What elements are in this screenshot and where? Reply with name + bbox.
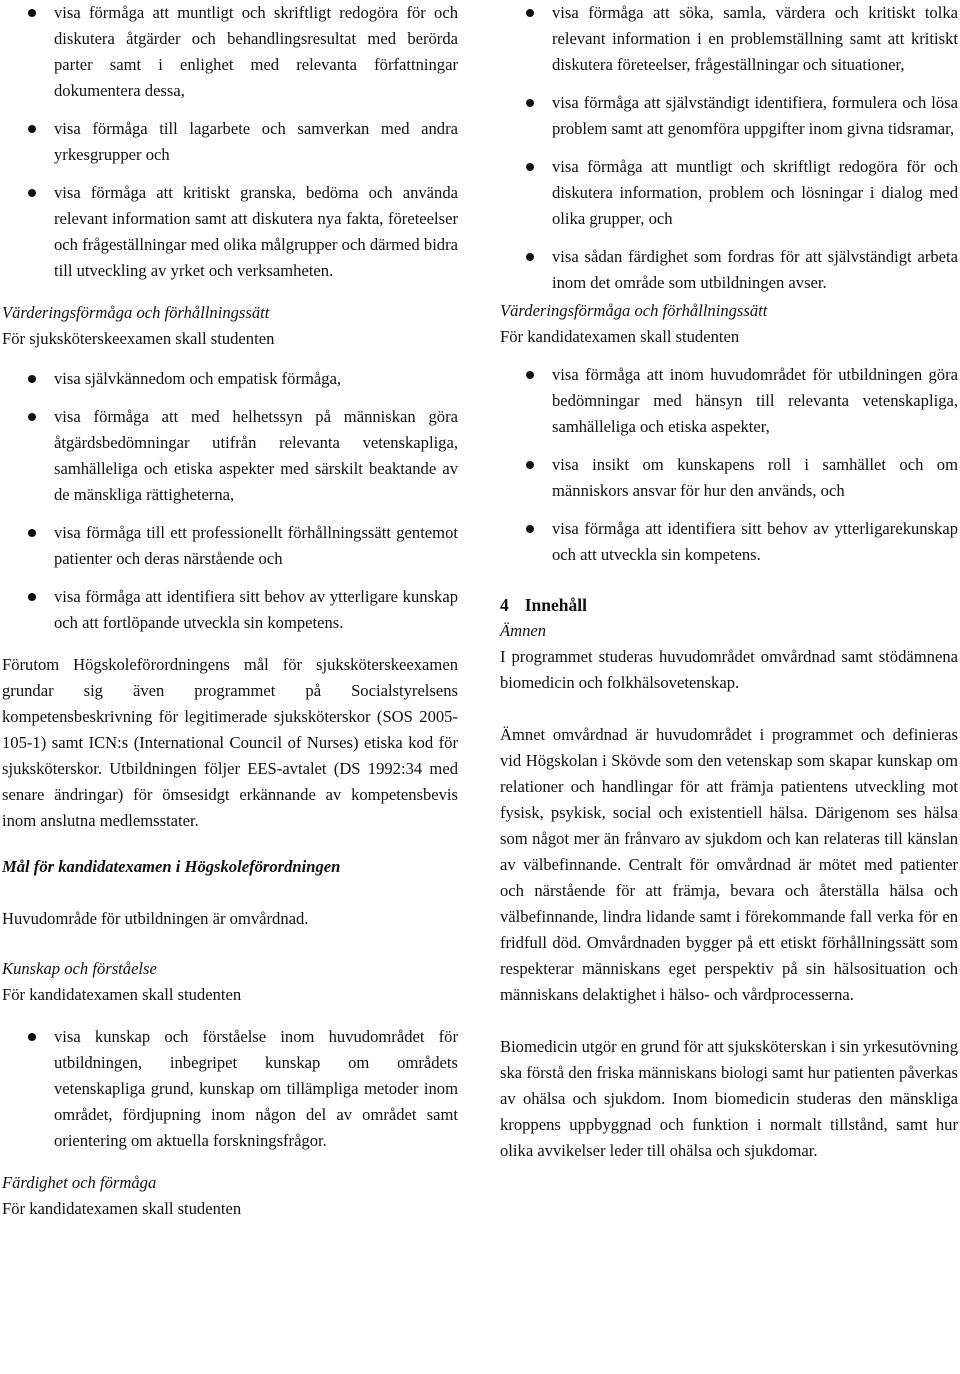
list-item: visa insikt om kunskapens roll i samhället och om människors ansvar för hur den används, och bbox=[500, 452, 958, 504]
list-item: visa förmåga att kritiskt granska, bedöma och använda relevant information samt att diskutera nya fakta, företeelser och frågeställningar med olika målgrupper och därmed bidra till utveckling av yrket och verksamheten. bbox=[2, 180, 458, 284]
biomedicine-paragraph: Biomedicin utgör en grund för att sjuksköterskan i sin yrkesutövning ska förstå den friska människans biologi samt hur patienten påverkas av ohälsa och sjukdom. Inom biomedicin studeras den mänskliga kroppens uppbyggnad och funktion i normalt tillstånd, samt hur olika avvikelser leder till ohälsa och sjukdomar. bbox=[500, 1037, 958, 1160]
skills-heading: Färdighet och förmåga bbox=[2, 1173, 157, 1192]
left-bullet-list-2 bbox=[2, 366, 458, 636]
list-item: visa förmåga att identifiera sitt behov av ytterligarekunskap och att utveckla sin kompetens. bbox=[500, 516, 958, 568]
right-bullet-list-2 bbox=[500, 362, 958, 568]
list-item: visa förmåga att identifiera sitt behov av ytterligare kunskap och att fortlöpande utveckla sin kompetens. bbox=[2, 584, 458, 636]
left-bullet-list-1 bbox=[2, 0, 458, 284]
list-item: visa självkännedom och empatisk förmåga, bbox=[2, 366, 458, 392]
section-heading bbox=[500, 592, 958, 618]
values-heading: Värderingsförmåga och förhållningssätt bbox=[2, 303, 270, 322]
main-area-text: Huvudområde för utbildningen är omvårdnad. bbox=[2, 909, 309, 928]
skills-intro: För kandidatexamen skall studenten bbox=[2, 1199, 242, 1218]
list-item: visa förmåga att inom huvudområdet för utbildningen göra bedömningar med hänsyn till relevanta vetenskapliga, samhälleliga och etiska aspekter, bbox=[500, 362, 958, 440]
goal-heading: Mål för kandidatexamen i Högskoleförordningen bbox=[2, 857, 341, 876]
list-item: visa förmåga till ett professionellt förhållningssätt gentemot patienter och deras närstående och bbox=[2, 520, 458, 572]
right-column bbox=[500, 0, 958, 1164]
left-column bbox=[2, 0, 458, 1222]
values-heading: Värderingsförmåga och förhållningssätt bbox=[500, 301, 768, 320]
section-number: 4 bbox=[500, 595, 509, 615]
list-item: visa kunskap och förståelse inom huvudområdet för utbildningen, inbegripet kunskap om områdets vetenskapliga grund, kunskap om tillämpliga metoder inom området, fördjupning inom någon del av området samt orientering om aktuella forskningsfrågor. bbox=[2, 1024, 458, 1154]
subjects-text: I programmet studeras huvudområdet omvårdnad samt stödämnena biomedicin och folkhälsovetenskap. bbox=[500, 647, 958, 692]
section-title: Innehåll bbox=[524, 595, 587, 615]
values-intro: För kandidatexamen skall studenten bbox=[500, 327, 740, 346]
values-intro: För sjuksköterskeexamen skall studenten bbox=[2, 329, 275, 348]
standards-paragraph: Förutom Högskoleförordningens mål för sjuksköterskeexamen grundar sig även programmet på Socialstyrelsens kompetensbeskrivning för legitimerade sjuksköterskor (SOS 2005-105-1) samt ICN:s (International Council of Nurses) etiska kod för sjuksköterskor. Utbildningen följer EES-avtalet (DS 1992:34 med senare ändringar) för ömsesidgt erkännande av kompetensbevis inom anslutna medlemsstater. bbox=[2, 655, 458, 830]
subjects-heading: Ämnen bbox=[500, 621, 547, 640]
list-item: visa förmåga att muntligt och skriftligt redogöra för och diskutera åtgärder och behandlingsresultat med berörda parter samt i enlighet med relevanta författningar dokumentera dessa, bbox=[2, 0, 458, 104]
right-bullet-list-1 bbox=[500, 0, 958, 296]
list-item: visa förmåga att söka, samla, värdera och kritiskt tolka relevant information i en problemställning samt att kritiskt diskutera företeelser, frågeställningar och situationer, bbox=[500, 0, 958, 78]
list-item: visa förmåga att muntligt och skriftligt redogöra för och diskutera information, problem och lösningar i dialog med olika grupper, och bbox=[500, 154, 958, 232]
list-item: visa sådan färdighet som fordras för att självständigt arbeta inom det område som utbildningen avser. bbox=[500, 244, 958, 296]
list-item: visa förmåga att självständigt identifiera, formulera och lösa problem samt att genomföra uppgifter inom givna tidsramar, bbox=[500, 90, 958, 142]
knowledge-heading: Kunskap och förståelse bbox=[2, 959, 157, 978]
list-item: visa förmåga att med helhetssyn på människan göra åtgärdsbedömningar utifrån relevanta vetenskapliga, samhälleliga och etiska aspekter med särskilt beaktande av de mänskliga rättigheterna, bbox=[2, 404, 458, 508]
nursing-paragraph: Ämnet omvårdnad är huvudområdet i programmet och definieras vid Högskolan i Skövde som den vetenskap som skapar kunskap om relationer och handlingar för att främja patientens utveckling mot fysisk, psykisk, social och existentiell hälsa. Därigenom ses hälsa som något mer än frånvaro av sjukdom och kan relateras till känslan av välbefinnande. Centralt för omvårdnad är mötet med patienter och närstående för att främja, bevara och återställa hälsa och välbefinnande, lindra lidande samt i förekommande fall verka för en fridfull död. Omvårdnaden bygger på ett etiskt förhållningssätt som respekterar människans eget perspektiv på sin hälsosituation och människans delaktighet i hälso- och vårdprocesserna. bbox=[500, 725, 958, 1004]
list-item: visa förmåga till lagarbete och samverkan med andra yrkesgrupper och bbox=[2, 116, 458, 168]
knowledge-intro: För kandidatexamen skall studenten bbox=[2, 985, 242, 1004]
left-bullet-list-3 bbox=[2, 1024, 458, 1154]
